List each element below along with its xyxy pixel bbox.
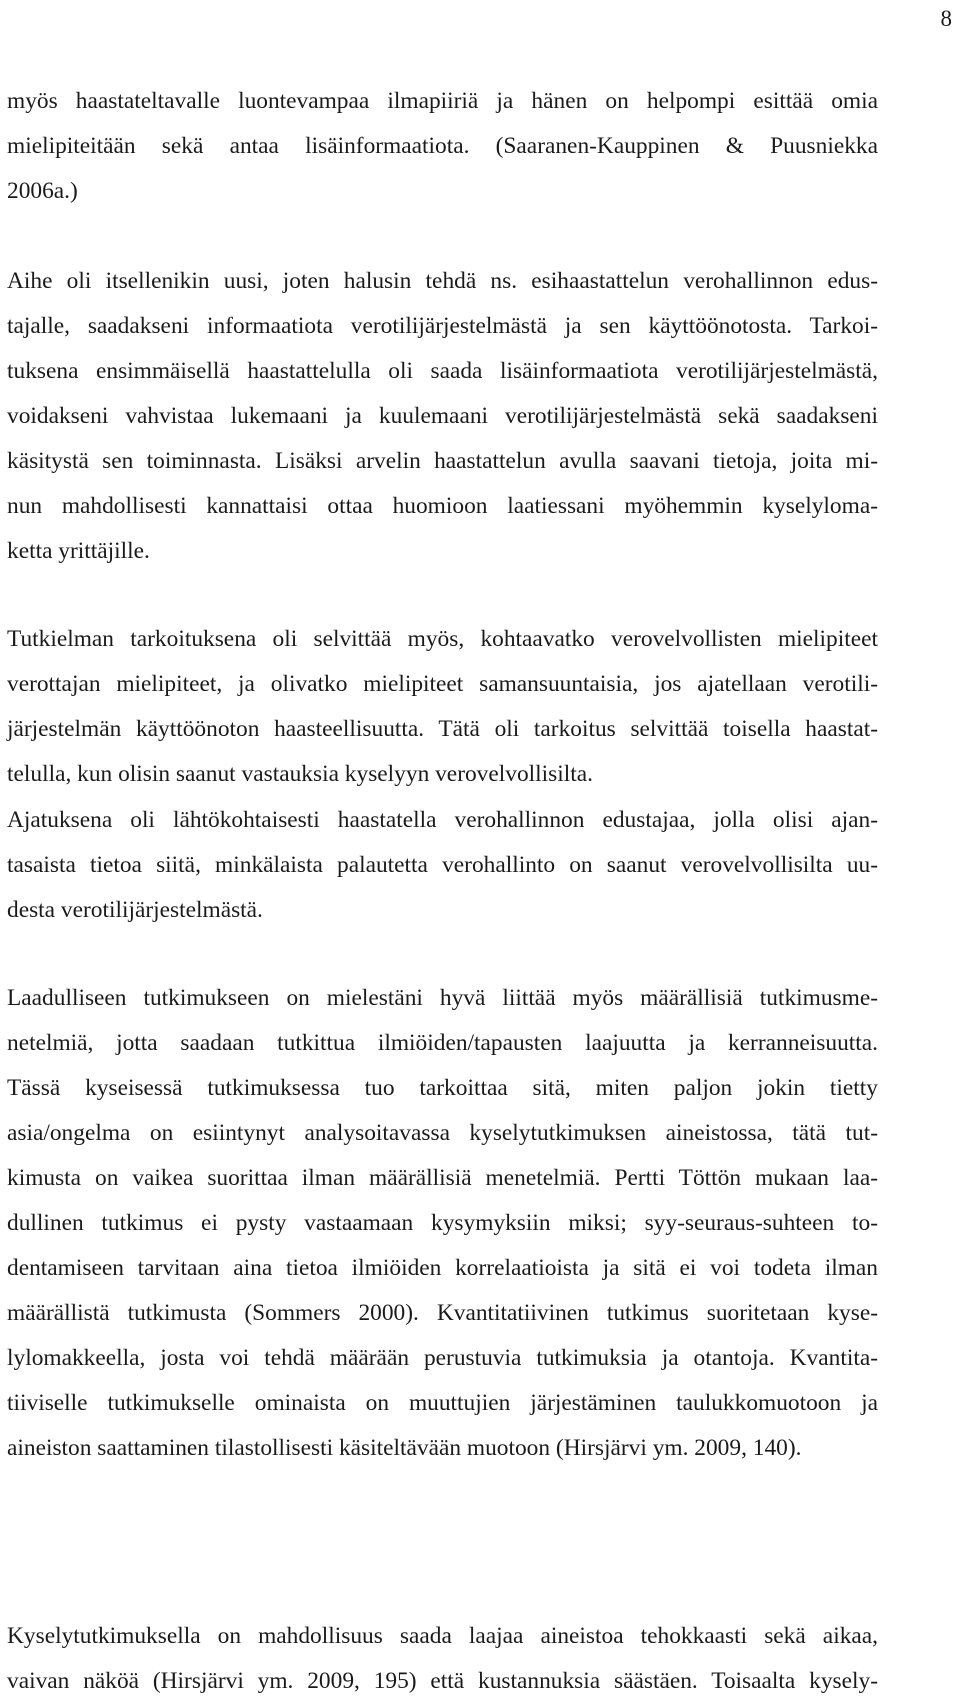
text-line: Laadulliseen tutkimukseen on mielestäni hyvä liittää myös määrällisiä tutkimusme- <box>7 985 878 1011</box>
text-line: kimusta on vaikea suorittaa ilman määrällisiä menetelmiä. Pertti Töttön mukaan laa- <box>7 1165 878 1191</box>
text-line: lylomakkeella, josta voi tehdä määrään perustuvia tutkimuksia ja otantoja. Kvantita- <box>7 1345 878 1371</box>
text-line: netelmiä, jotta saadaan tutkittua ilmiöiden/tapausten laajuutta ja kerranneisuutta. <box>7 1030 878 1056</box>
text-line: tiiviselle tutkimukselle ominaista on muuttujien järjestäminen taulukkomuotoon ja <box>7 1390 878 1416</box>
text-line: Tutkielman tarkoituksena oli selvittää myös, kohtaavatko verovelvollisten mielipiteet <box>7 626 878 652</box>
text-line: dullinen tutkimus ei pysty vastaamaan kysymyksiin miksi; syy-seuraus-suhteen to- <box>7 1210 878 1236</box>
text-line: verottajan mielipiteet, ja olivatko mielipiteet samansuuntaisia, jos ajatellaan verotili- <box>7 671 878 697</box>
text-line: käsitystä sen toiminnasta. Lisäksi arvelin haastattelun avulla saavani tietoja, joita mi- <box>7 448 878 474</box>
text-line: määrällistä tutkimusta (Sommers 2000). Kvantitatiivinen tutkimus suoritetaan kyse- <box>7 1300 878 1326</box>
text-line: 2006a.) <box>7 178 78 204</box>
text-line: desta verotilijärjestelmästä. <box>7 897 263 923</box>
text-line: voidakseni vahvistaa lukemaani ja kuulemaani verotilijärjestelmästä sekä saadakseni <box>7 403 878 429</box>
text-line: nun mahdollisesti kannattaisi ottaa huomioon laatiessani myöhemmin kyselyloma- <box>7 493 878 519</box>
text-line: dentamiseen tarvitaan aina tietoa ilmiöiden korrelaatioista ja sitä ei voi todeta ilman <box>7 1255 878 1281</box>
text-line: telulla, kun olisin saanut vastauksia kyselyyn verovelvollisilta. <box>7 761 593 787</box>
text-line: mielipiteitään sekä antaa lisäinformaatiota. (Saaranen-Kauppinen & Puusniekka <box>7 133 878 159</box>
text-line: Aihe oli itsellenikin uusi, joten halusin tehdä ns. esihaastattelun verohallinnon edus- <box>7 268 878 294</box>
text-line: ketta yrittäjille. <box>7 538 150 564</box>
text-line: Kyselytutkimuksella on mahdollisuus saada laajaa aineistoa tehokkaasti sekä aikaa, <box>7 1623 878 1649</box>
text-line: järjestelmän käyttöönoton haasteellisuutta. Tätä oli tarkoitus selvittää toisella haastat- <box>7 716 878 742</box>
text-line: tasaista tietoa siitä, minkälaista palautetta verohallinto on saanut verovelvollisilta uu- <box>7 852 878 878</box>
text-line: Ajatuksena oli lähtökohtaisesti haastatella verohallinnon edustajaa, jolla olisi ajan- <box>7 807 878 833</box>
text-line: asia/ongelma on esiintynyt analysoitavassa kyselytutkimuksen aineistossa, tätä tut- <box>7 1120 878 1146</box>
text-line: aineiston saattaminen tilastollisesti käsiteltävään muotoon (Hirsjärvi ym. 2009, 140). <box>7 1435 802 1461</box>
page-number: 8 <box>940 6 952 31</box>
text-line: myös haastateltavalle luontevampaa ilmapiiriä ja hänen on helpompi esittää omia <box>7 88 878 114</box>
text-line: tuksena ensimmäisellä haastattelulla oli saada lisäinformaatiota verotilijärjestelmästä, <box>7 358 878 384</box>
text-line: Tässä kyseisessä tutkimuksessa tuo tarkoittaa sitä, miten paljon jokin tietty <box>7 1075 878 1101</box>
text-line: vaivan näköä (Hirsjärvi ym. 2009, 195) että kustannuksia säästäen. Toisaalta kysely- <box>7 1668 878 1694</box>
text-line: tajalle, saadakseni informaatiota verotilijärjestelmästä ja sen käyttöönotosta. Tarkoi- <box>7 313 878 339</box>
